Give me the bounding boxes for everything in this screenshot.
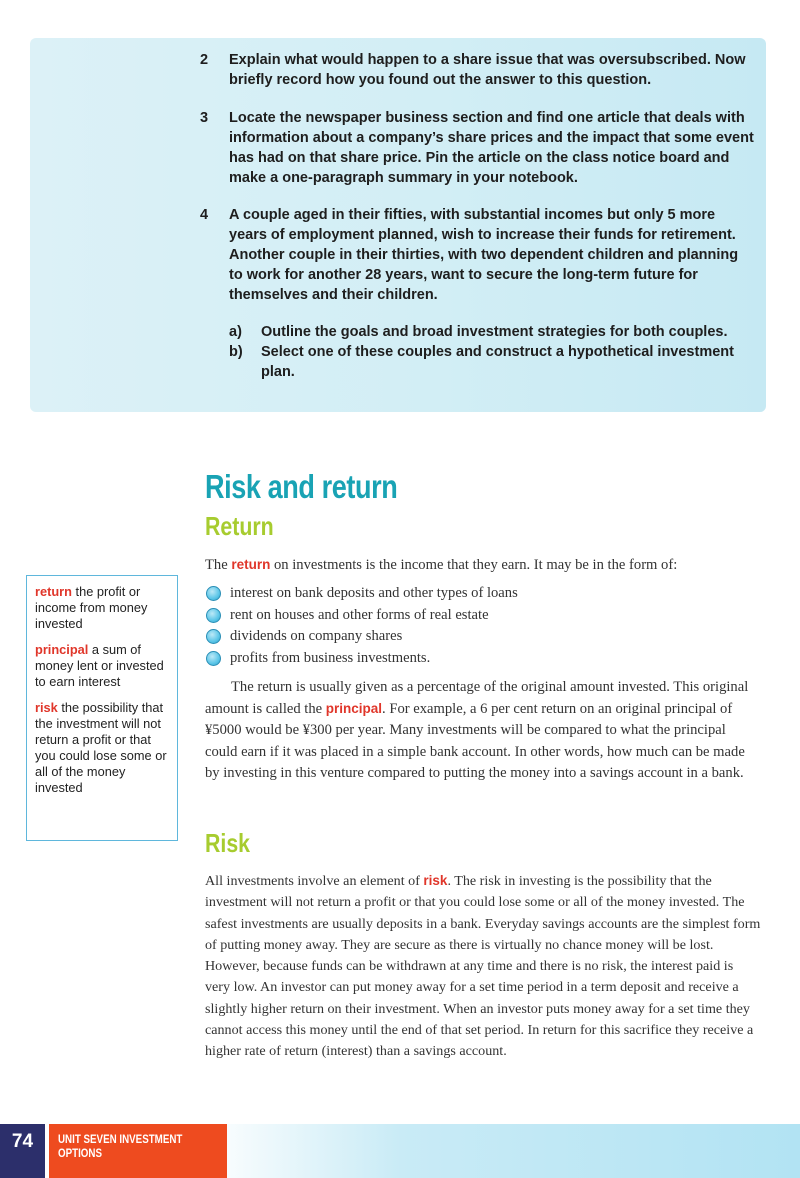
bullet-circle-icon (206, 629, 221, 644)
return-para-after: . For example, a 6 per cent return on an original principal of ¥5000 would be ¥300 per year. Many investments will be compared to what the principal could earn if it was placed in a simple bank account. In other words, how much can be made by investing in this venture compared to putting the money into a savings account in a bank. (205, 701, 745, 781)
subpart-label: a) (229, 324, 242, 340)
glossary-term: return (35, 584, 72, 599)
subpart-text: Select one of these couples and construct a hypothetical investment plan. (261, 344, 734, 380)
glossary-entry (35, 700, 169, 796)
unit-label-line2: OPTIONS (58, 1148, 103, 1160)
unit-label (49, 1124, 227, 1178)
return-para-before: The return is usually given as a percentage of the original amount invested. This original amount is called the (205, 679, 749, 718)
glossary-definition: a sum of money lent or invested to earn interest (35, 642, 164, 689)
question-number: 3 (200, 110, 209, 126)
list-item-text: rent on houses and other forms of real estate (230, 606, 489, 623)
question-number: 4 (200, 207, 209, 223)
glossary-term: risk (35, 700, 58, 715)
list-item (205, 648, 518, 670)
question-4 (200, 205, 754, 305)
glossary-definition: the possibility that the investment will not return a profit or that you could lose some or all of the money invested (35, 700, 167, 795)
glossary-box (26, 575, 178, 841)
glossary-definition: the profit or income from money invested (35, 584, 148, 631)
list-item (205, 605, 518, 627)
list-item (205, 583, 518, 605)
return-intro-before: The (205, 557, 232, 573)
return-bullet-list (205, 583, 518, 669)
glossary-entry (35, 642, 169, 690)
question-3 (200, 108, 754, 188)
key-term-risk: risk (423, 873, 448, 888)
question-2 (200, 50, 754, 90)
key-term-principal: principal (325, 701, 383, 717)
return-heading: Return (205, 511, 274, 541)
key-term-return: return (231, 557, 271, 572)
risk-heading: Risk (205, 828, 251, 858)
question-text: A couple aged in their fifties, with substantial incomes but only 5 more years of employment planned, wish to increase their funds for retirement. Another couple in their thirties, with two dependent children and planning to work for another 28 years, want to secure the long-term future for themselves and their children. (229, 207, 739, 303)
bullet-circle-icon (206, 651, 221, 666)
subpart-b (229, 342, 749, 382)
risk-para-after: . The risk in investing is the possibility that the investment will not return a profit or that you could lose some or all of the money invested. The safest investments are usually deposits in a bank. Everyday savings accounts are the simplest form of putting money away. They are secure as there is virtually no chance money will be lost. However, because funds can be withdrawn at any time and there is no risk, the interest paid is very low. An investor can put money away for a set time period in a term deposit and receive a slightly higher return on their investment. When an investor puts money away for a set time they cannot access this money until the end of that set period. In return for this sacrifice they receive a higher rate of return (interest) than a savings account. (205, 873, 761, 1060)
glossary-entry (35, 584, 169, 632)
return-intro (205, 554, 760, 576)
glossary-term: principal (35, 642, 89, 657)
subpart-a (229, 322, 749, 342)
subpart-text: Outline the goals and broad investment strategies for both couples. (261, 324, 728, 340)
question-number: 2 (200, 52, 209, 68)
list-item-text: interest on bank deposits and other types of loans (230, 585, 518, 601)
bullet-circle-icon (206, 608, 221, 623)
unit-label-line1: UNIT SEVEN INVESTMENT (58, 1134, 183, 1146)
page-number: 74 (0, 1124, 45, 1178)
return-paragraph (205, 677, 760, 784)
list-item-text: dividends on company shares (230, 628, 403, 644)
list-item (205, 626, 518, 648)
list-item-text: profits from business investments. (230, 649, 431, 666)
section-title: Risk and return (205, 468, 398, 505)
bullet-circle-icon (206, 586, 221, 601)
subpart-label: b) (229, 344, 243, 360)
risk-paragraph (205, 870, 761, 1063)
question-text: Locate the newspaper business section and find one article that deals with information about a company’s share prices and the impact that some event has had on that share price. Pin the article on the class notice board and make a one-paragraph summary in your notebook. (229, 110, 754, 186)
return-intro-after: on investments is the income that they earn. It may be in the form of: (270, 557, 678, 573)
question-text: Explain what would happen to a share issue that was oversubscribed. Now briefly record how you found out the answer to this question. (229, 52, 746, 88)
risk-para-before: All investments involve an element of (205, 873, 424, 889)
